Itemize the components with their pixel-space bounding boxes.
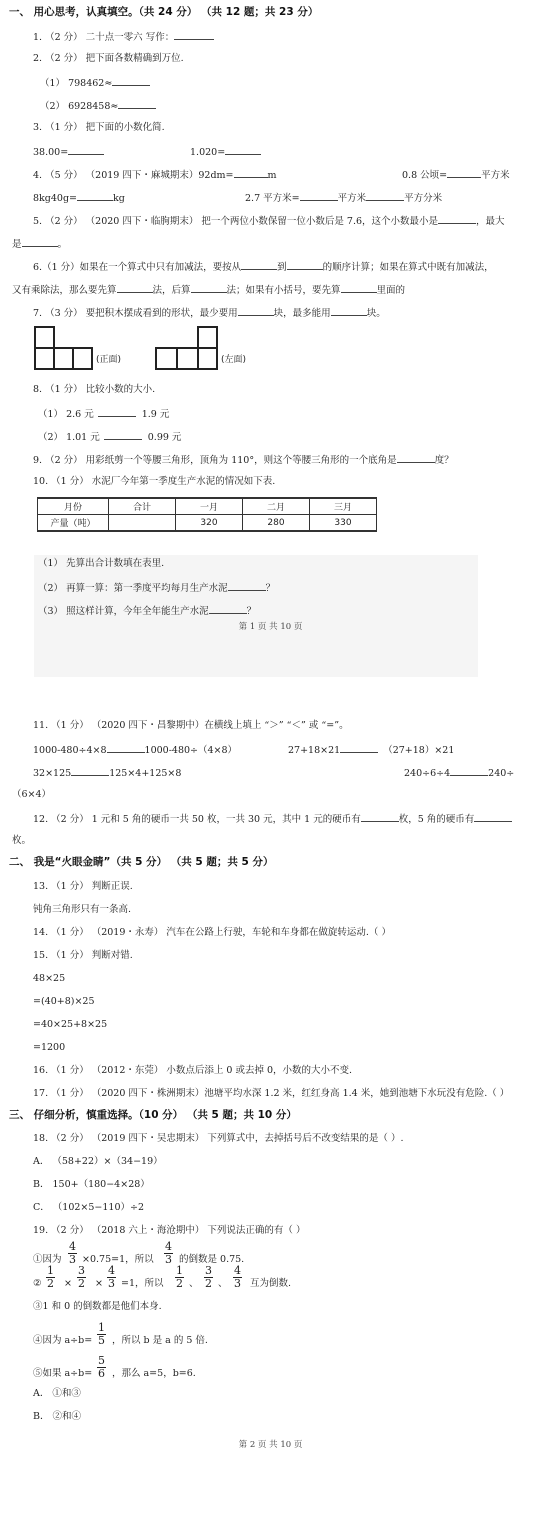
option-b[interactable]: B． ②和④ [33,1411,82,1422]
answer-blank[interactable] [225,145,261,155]
times-sign: × [95,1278,103,1289]
question-11-expr-2: 27+18×21 （27+18）×21 [288,745,455,756]
question-12-cont: 枚。 [12,835,32,846]
statement-5-suffix: ，那么 a=5，b=6. [112,1368,196,1379]
question-2-part-1: （1） 798462≈ [40,76,150,90]
option-a[interactable]: A． ①和③ [33,1388,81,1399]
fraction-3-2: $\frac{3}{2}$ [78,1264,85,1290]
left-view-label: (左面) [221,355,247,365]
question-5: 5. （2 分） （2020 四下・临朐期末） 把一个两位小数保留一位小数后是 7.6，这个小数最小是 ，最大 [33,216,505,227]
question-3: 3. （1 分） 把下面的小数化简. [33,122,165,133]
fraction-4-3: $\frac{4}{3}$ [234,1264,241,1290]
statement-2-suffix: 互为倒数. [250,1278,292,1289]
question-19: 19. （2 分） （2018 六上・海沧期中） 下列说法正确的有（ ） [33,1225,306,1236]
table-header: 一月 [176,498,243,515]
front-view-label: (正面) [96,355,122,365]
section-1-title: 一、 用心思考，认真填空。（共 24 分） （共 12 题；共 23 分） [9,6,319,18]
answer-blank[interactable] [112,76,150,86]
table-cell: 280 [243,515,310,532]
question-14: 14. （1 分） （2019・永寿） 汽车在公路上行驶，车轮和车身都在做旋转运动.（ ） [33,927,391,938]
question-1: 1. （2 分） 二十点一零六 写作： [33,30,214,44]
fraction-3-2: $\frac{3}{2}$ [205,1264,212,1290]
answer-blank[interactable] [98,407,136,417]
question-8-part-1: （1） 2.6 元 1.9 元 [38,409,170,420]
question-6: 6.（1 分）如果在一个算式中只有加减法，要按从 到 的顺序计算；如果在算式中既有加减法， [33,262,494,273]
fraction-1-2: $\frac{1}{2}$ [47,1264,54,1290]
answer-blank[interactable] [450,766,488,776]
table-cell: 320 [176,515,243,532]
question-17: 17. （1 分） （2020 四下・株洲期末）池塘平均水深 1.2 米，红红身高 1.4 米，她到池塘下水玩没有危险.（ ） [33,1088,510,1099]
answer-blank[interactable] [366,191,404,201]
fraction-1-5: $\frac{1}{5}$ [98,1321,105,1347]
section-2-title: 二、 我是“火眼金睛”（共 5 分） （共 5 题；共 5 分） [9,856,274,868]
statement-2-prefix: ② [33,1278,42,1289]
answer-blank[interactable] [209,604,247,614]
fraction-4-3: $\frac{4}{3}$ [108,1264,115,1290]
table-header: 合计 [109,498,176,515]
question-15-line-1: 48×25 [33,973,66,984]
statement-1-middle: ×0.75=1，所以 [82,1254,154,1265]
fraction-4-3: $\frac{4}{3}$ [165,1240,172,1266]
answer-blank[interactable] [474,812,512,822]
fraction-1-2: $\frac{1}{2}$ [176,1264,183,1290]
answer-blank[interactable] [191,283,227,293]
answer-blank[interactable] [331,306,367,316]
question-15: 15. （1 分） 判断对错. [33,950,133,961]
answer-blank[interactable] [361,812,399,822]
statement-4-suffix: ，所以 b 是 a 的 5 倍. [112,1335,208,1346]
table-row-label: 产量（吨） [38,515,109,532]
question-10: 10. （1 分） 水泥厂今年第一季度生产水泥的情况如下表. [33,476,276,487]
question-11-expr-1: 1000-480÷4×8 1000-480÷（4×8） [33,745,238,756]
statement-5-prefix: ⑤如果 a÷b= [33,1368,93,1379]
production-table [37,497,377,532]
question-2-part-2: （2） 6928458≈ [40,99,156,113]
table-header: 二月 [243,498,310,515]
question-16: 16. （1 分） （2012・东莞） 小数点后添上 0 或去掉 0，小数的大小不变. [33,1065,353,1076]
statement-1-prefix: ①因为 [33,1254,62,1265]
question-18: 18. （2 分） （2019 四下・吴忠期末） 下列算式中，去掉括号后不改变结果的是（ ）. [33,1133,404,1144]
question-5-cont: 是 。 [12,239,68,250]
question-7: 7. （3 分） 要把积木摆成看到的形状，最少要用 块，最多能用 块。 [33,308,386,319]
separator: 、 [189,1278,199,1289]
question-3-part-2: 1.020= [190,145,261,159]
answer-blank[interactable] [241,260,277,270]
statement-4-prefix: ④因为 a÷b= [33,1335,93,1346]
question-13: 13. （1 分） 判断正误. [33,881,133,892]
answer-blank[interactable] [104,430,142,440]
answer-blank[interactable] [22,237,58,247]
answer-blank[interactable] [300,191,338,201]
question-13-statement: 钝角三角形只有一条高. [33,904,132,915]
question-11-expr-4-cont: （6×4） [12,789,52,800]
question-15-line-3: =40×25+8×25 [33,1019,108,1030]
answer-blank[interactable] [117,283,153,293]
option-b[interactable]: B． 150+（180−4×28） [33,1179,150,1190]
answer-blank[interactable] [397,453,435,463]
answer-blank[interactable] [118,99,156,109]
statement-2-middle: =1，所以 [121,1278,164,1289]
page-footer-2: 第 2 页 共 10 页 [238,1440,303,1450]
table-header: 三月 [310,498,377,515]
question-4-part-1: 4. （5 分） （2019 四下・麻城期末）92dm= m [33,170,277,181]
statement-1-suffix: 的倒数是 0.75. [179,1254,245,1265]
question-10-part-2: （2） 再算一算：第一季度平均每月生产水泥 ？ [38,583,276,594]
answer-blank[interactable] [447,168,481,178]
times-sign: × [64,1278,72,1289]
answer-blank[interactable] [71,766,109,776]
page-footer-1: 第 1 页 共 10 页 [238,622,303,632]
fraction-5-6: $\frac{5}{6}$ [98,1354,105,1380]
question-8: 8. （1 分） 比较小数的大小. [33,384,156,395]
question-9: 9. （2 分） 用彩纸剪一个等腰三角形，顶角为 110°，则这个等腰三角形的一个底角是 度？ [33,455,454,466]
answer-blank[interactable] [438,214,476,224]
question-10-part-3: （3） 照这样计算，今年全年能生产水泥 ？ [38,606,257,617]
question-8-part-2: （2） 1.01 元 0.99 元 [38,432,182,443]
question-10-part-1: （1） 先算出合计数填在表里. [38,558,165,569]
table-cell-total[interactable] [109,515,176,532]
answer-blank[interactable] [68,145,104,155]
answer-blank[interactable] [234,168,268,178]
table-header: 月份 [38,498,109,515]
question-4-part-4: 2.7 平方米= 平方米 平方分米 [245,193,443,204]
question-4-part-3: 8kg40g= kg [33,193,125,204]
question-6-cont: 又有乘除法，那么要先算 法，后算 法；如果有小括号，要先算 里面的 [12,285,406,296]
separator: 、 [218,1278,228,1289]
statement-3: ③1 和 0 的倒数都是他们本身. [33,1301,162,1312]
answer-blank[interactable] [174,30,214,40]
answer-blank[interactable] [77,191,113,201]
option-a[interactable]: A． （58+22）×（34−19） [33,1156,163,1167]
question-11-expr-3: 32×125 125×4+125×8 [33,768,182,779]
answer-blank[interactable] [107,743,145,753]
question-2: 2. （2 分） 把下面各数精确到万位. [33,53,184,64]
question-4-part-2: 0.8 公顷= 平方米 [402,170,510,181]
answer-blank[interactable] [228,581,266,591]
section-3-title: 三、 仔细分析，慎重选择。（10 分） （共 5 题；共 10 分） [9,1109,297,1121]
option-c[interactable]: C． （102×5−110）÷2 [33,1202,145,1213]
question-15-line-4: =1200 [33,1042,66,1053]
fraction-4-3: $\frac{4}{3}$ [69,1240,76,1266]
answer-blank[interactable] [287,260,323,270]
question-11: 11. （1 分） （2020 四下・昌黎期中）在横线上填上 “＞” “＜” 或 “=”。 [33,720,349,731]
table-cell: 330 [310,515,377,532]
question-11-expr-4: 240÷6÷4 240÷ [404,768,515,779]
answer-blank[interactable] [238,306,274,316]
question-15-line-2: =(40+8)×25 [33,996,95,1007]
question-3-part-1: 38.00= [33,145,104,159]
question-12: 12. （2 分） 1 元和 5 角的硬币一共 50 枚，一共 30 元，其中 1 元的硬币有 枚，5 角的硬币有 [33,812,512,826]
answer-blank[interactable] [341,283,377,293]
answer-blank[interactable] [340,743,378,753]
